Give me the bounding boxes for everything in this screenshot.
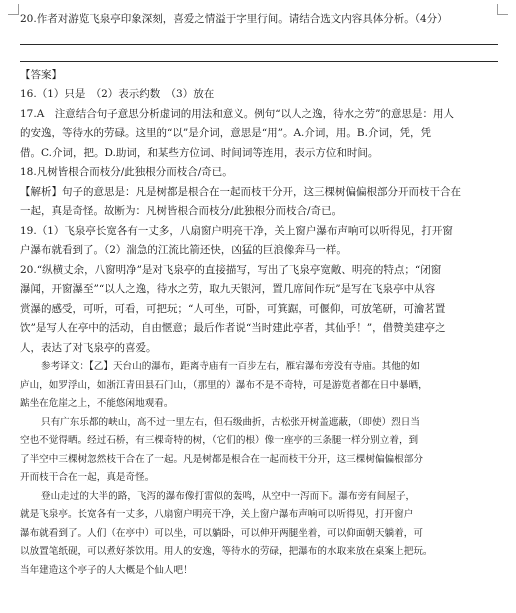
answer-20-line: 人，表达了对飞泉亭的喜爱。 — [20, 341, 157, 354]
answer-line-2 — [20, 45, 498, 62]
translation-line: 就是飞泉亭。长宽各有一丈多，八扇窗户明亮干净，关上窗户瀑布声响可以听得见，打开窗户 — [20, 509, 414, 520]
translation-line: 踮坐在危崖之上，不能悠闲地观看。 — [20, 398, 174, 409]
translation-line: 当年建造这个亭子的人大概是个仙人吧！ — [20, 564, 193, 576]
reference-translation — [20, 358, 498, 580]
answer-20-line: 赏瀑的感受，可听，可看，可把玩；“人可坐，可卧，可箕踞，可偃仰，可放笔研，可瀹茗置 — [20, 302, 446, 315]
answer-16 — [20, 85, 498, 105]
question-20: 20.作者对游览飞泉亭印象深刻，喜爱之情溢于字里行间。请结合选文内容具体分析。（4分） — [20, 13, 448, 25]
answer-18 — [20, 163, 498, 183]
document-page — [20, 10, 498, 580]
translation-line: 空也不觉得晒。经过石桥，有三棵奇特的树，（它们的根）像一座亭的三条腿一样分别立着，到 — [20, 435, 419, 446]
answer-16-text: 16.（1）只是 （2）表示约数 （3）放在 — [20, 88, 215, 100]
analysis-line: 【解析】句子的意思是：凡是树都是根合在一起而枝干分开，这三棵树偏偏根部分开而枝干合在 — [20, 185, 461, 198]
answer-line-1 — [20, 28, 498, 45]
answer-17-line: 借。C.介词，把。D.助词，和某些方位词、时间词等连用，表示方位和时间。 — [20, 146, 379, 159]
answer-17-line: 的安逸，等待水的劳碌。这里的“以”是介词，意思是“用”。A.介词，用。B.介词，凭，凭 — [20, 127, 431, 139]
translation-line: 只有广东乐都的峡山，高不过一里左右，但石级曲折，古松张开树盖遮蔽，（即使）烈日当 — [41, 416, 420, 428]
translation-line: 参考译文：【乙】天台山的瀑布，距离寺庙有一百步左右，雁宕瀑布旁没有寺庙。其他的如 — [41, 361, 420, 372]
translation-line: 了半空中三棵树忽然枝干合在了一起。凡是树都是根合在一起而枝干分开，这三棵树偏偏根部分 — [20, 453, 423, 465]
translation-line: 庐山，如罗浮山，如浙江青田县石门山，（那里的）瀑布不是不奇特，可是游览者都在日中暴晒， — [20, 379, 428, 391]
answer-header: 【答案】 — [20, 69, 62, 81]
translation-line: 瀑布就看到了。人们（在亭中）可以坐，可以躺卧，可以伸开两腿坐着，可以仰面朝天躺着，可 — [20, 527, 423, 539]
answer-17 — [20, 105, 498, 164]
answer-18-analysis — [20, 183, 498, 222]
crop-mark-top-right — [497, 4, 508, 15]
translation-line: 开而枝干合在一起，真是奇怪。 — [20, 472, 155, 483]
translation-line: 登山走过的大半的路，飞泻的瀑布像打雷似的轰鸣，从空中一泻而下。瀑布旁有间屋子， — [41, 490, 416, 502]
answer-20-line: 饮”是写人在亭中的活动，自由惬意；最后作者说“当时建此亭者，其仙乎！”，借赞美建亭之 — [20, 322, 446, 334]
answer-18-text: 18.凡树皆根合而枝分/此独根分而枝合/奇已。 — [20, 166, 233, 178]
translation-line: 以放置笔纸砚，可以煮好茶饮用。用人的安逸，等待水的劳碌，把瀑布的水取来放在桌案上把玩。 — [20, 546, 433, 557]
crop-mark-top-left — [8, 4, 19, 15]
answer-20 — [20, 261, 498, 359]
answer-19-line: 19.（1）飞泉亭长宽各有一丈多，八扇窗户明亮干净，关上窗户瀑布声响可以听得见，打开窗 — [20, 224, 453, 237]
answer-20-line: 20.“纵横丈余，八窗明净”是对飞泉亭的直接描写，写出了飞泉亭宽敞、明亮的特点；“闭窗 — [20, 263, 442, 276]
answer-19 — [20, 222, 498, 261]
answer-17-line: 17.A 注意结合句子意思分析虚词的用法和意义。例句“以人之逸，待水之劳”的意思是：用人 — [20, 107, 455, 120]
answer-20-line: 瀑闻，开窗瀑至”“以人之逸，待水之劳，取九天银河，置几席间作玩”是写在飞泉亭中从容 — [20, 283, 436, 295]
answer-19-line: 户瀑布就看到了。（2）湍急的江流比箭还快，凶猛的巨浪像奔马一样。 — [20, 244, 347, 256]
analysis-line: 一起，真是奇怪。故断为：凡树皆根合而枝分/此独根分而枝合/奇已。 — [20, 205, 343, 217]
